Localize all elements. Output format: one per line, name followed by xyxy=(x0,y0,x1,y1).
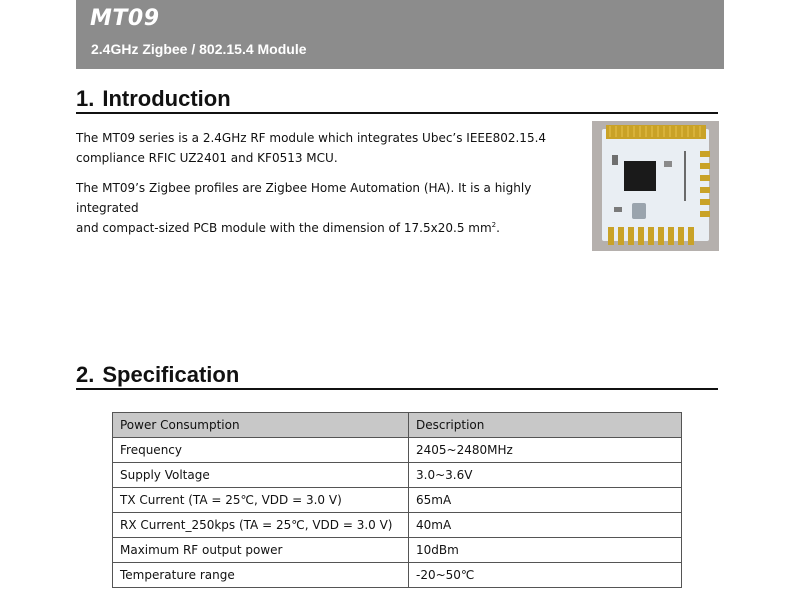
paragraph-line: The MT09 series is a 2.4GHz RF module which integrates Ubec’s IEEE802.15.4 xyxy=(76,131,547,145)
superscript: 2 xyxy=(491,221,497,229)
table-header-cell: Description xyxy=(409,413,682,438)
paragraph-text: and compact-sized PCB module with the dimension of 17.5x20.5 mm xyxy=(76,221,492,235)
intro-paragraph-2 xyxy=(76,178,596,238)
section-heading-introduction xyxy=(76,86,718,114)
model-name: MT09 xyxy=(90,6,160,31)
antenna-strip xyxy=(606,125,706,139)
section-number: 2. xyxy=(76,362,95,387)
intro-paragraph-1 xyxy=(76,128,596,168)
paragraph-text: . xyxy=(496,221,500,235)
section-title: Specification xyxy=(102,362,240,387)
table-cell: RX Current_250kps (TA = 25℃, VDD = 3.0 V) xyxy=(113,513,409,538)
specification-table xyxy=(112,412,682,588)
module-subtitle: 2.4GHz Zigbee / 802.15.4 Module xyxy=(91,41,307,57)
paragraph-line: compliance RFIC UZ2401 and KF0513 MCU. xyxy=(76,151,338,165)
section-number: 1. xyxy=(76,86,95,111)
table-row xyxy=(113,563,682,588)
table-row xyxy=(113,513,682,538)
table-row xyxy=(113,488,682,513)
table-cell: 65mA xyxy=(409,488,682,513)
table-cell: Maximum RF output power xyxy=(113,538,409,563)
module-photo xyxy=(592,121,719,251)
table-row xyxy=(113,538,682,563)
mcu-chip xyxy=(624,161,656,191)
table-header-row xyxy=(113,413,682,438)
paragraph-line: The MT09’s Zigbee profiles are Zigbee Home Automation (HA). It is a highly integrated xyxy=(76,181,532,215)
table-row xyxy=(113,463,682,488)
small-component xyxy=(614,207,622,212)
small-component xyxy=(612,155,618,165)
table-cell: 2405~2480MHz xyxy=(409,438,682,463)
table-cell: Temperature range xyxy=(113,563,409,588)
table-cell: Supply Voltage xyxy=(113,463,409,488)
table-cell: -20~50℃ xyxy=(409,563,682,588)
bottom-pads xyxy=(608,227,694,245)
section-heading-specification xyxy=(76,362,718,390)
table-cell: 10dBm xyxy=(409,538,682,563)
table-header-cell: Power Consumption xyxy=(113,413,409,438)
section-title: Introduction xyxy=(102,86,231,111)
table-row xyxy=(113,438,682,463)
paragraph-line xyxy=(76,218,596,238)
table-cell: TX Current (TA = 25℃, VDD = 3.0 V) xyxy=(113,488,409,513)
crystal xyxy=(632,203,646,219)
document-header xyxy=(76,0,724,69)
silkscreen-text xyxy=(684,151,686,201)
table-cell: 40mA xyxy=(409,513,682,538)
small-component xyxy=(664,161,672,167)
table-cell: 3.0~3.6V xyxy=(409,463,682,488)
table-cell: Frequency xyxy=(113,438,409,463)
